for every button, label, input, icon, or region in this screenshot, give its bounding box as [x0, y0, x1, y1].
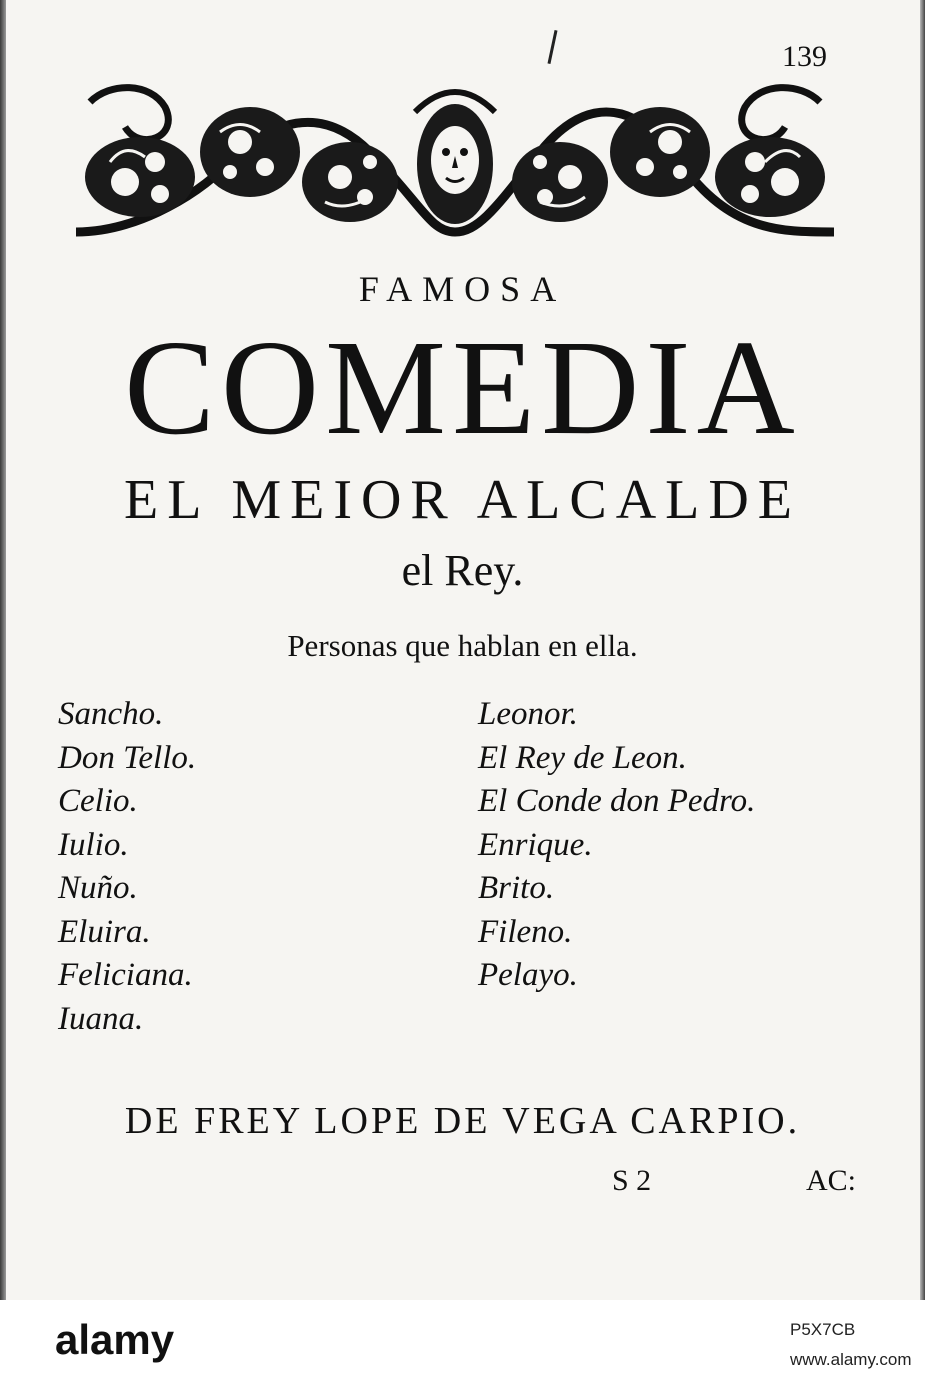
cast-item: Iuana.: [58, 1000, 144, 1037]
cast-item: Celio.: [58, 783, 138, 819]
play-title: EL MEIOR ALCALDE: [124, 469, 801, 531]
signature-mark: S 2: [612, 1164, 652, 1197]
ornamental-headpiece: [70, 82, 840, 240]
cast-item: Enrique.: [478, 826, 593, 863]
cast-item: Pelayo.: [478, 957, 578, 993]
cast-item: Leonor.: [478, 696, 578, 732]
play-title-continued: el Rey.: [401, 546, 524, 595]
cast-item: Don Tello.: [58, 739, 197, 776]
cast-item: Iulio.: [58, 826, 129, 863]
catchword: AC:: [806, 1164, 857, 1197]
watermark-url: www.alamy.com: [790, 1350, 912, 1369]
cast-item: Brito.: [478, 870, 555, 906]
page-number: 139: [782, 40, 827, 73]
dramatis-personae-heading: Personas que hablan en ella.: [287, 628, 638, 663]
famosa-heading: FAMOSA: [358, 269, 567, 309]
cast-list-right: [478, 693, 755, 998]
cast-list-left: [58, 693, 196, 1041]
comedia-heading: COMEDIA: [124, 313, 801, 463]
margin-pen-stroke: [547, 30, 557, 64]
alamy-logo: alamy: [55, 1316, 175, 1363]
cast-item: Eluira.: [58, 913, 151, 950]
cast-item: El Conde don Pedro.: [478, 783, 756, 819]
cast-item: Feliciana.: [58, 957, 193, 993]
author-line: DE FREY LOPE DE VEGA CARPIO.: [124, 1100, 801, 1142]
cast-item: Nuño.: [58, 870, 138, 906]
cast-item: Sancho.: [58, 696, 164, 732]
cast-item: Fileno.: [478, 913, 573, 950]
image-id-label: P5X7CB: [790, 1320, 856, 1339]
cast-item: El Rey de Leon.: [478, 739, 687, 776]
